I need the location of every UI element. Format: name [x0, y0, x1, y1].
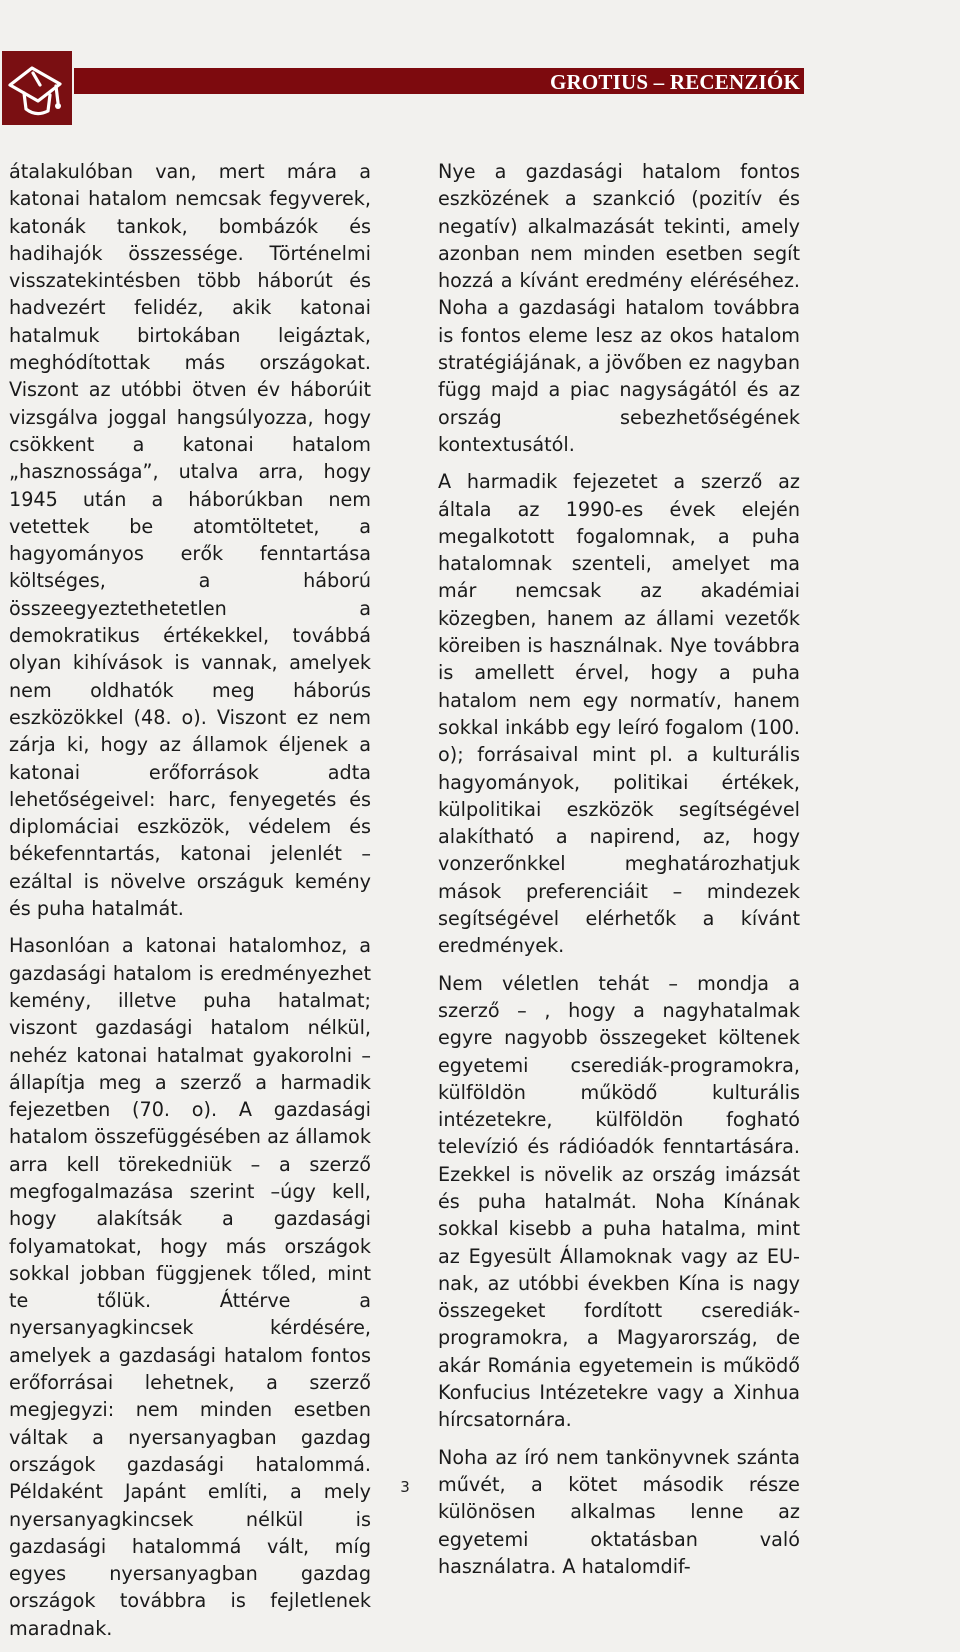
- journal-title: GROTIUS – RECENZIÓK: [549, 70, 800, 94]
- paragraph: Noha az író nem tankönyvnek szánta művét, a kötet második része különösen alkalmas lenne az egyetemi oktatásban való használatra. A hatalomdif-: [438, 1445, 800, 1578]
- journal-logo: [2, 51, 72, 125]
- paragraph: átalakulóban van, mert mára a katonai hatalom nemcsak fegyverek, katonák tankok, bombázók és hadihajók összessége. Történelmi visszatekintésben több háborút és hadvezért felidéz, akik katonai hatalmuk birtokában leigáztak, meghódítottak más országokat. Viszont az utóbbi ötven év háborúit vizsgálva joggal hangsúlyozza, hogy csökkent a katonai hatalom „hasznossága”, utalva arra, hogy 1945 után a háborúkban nem vetettek be atomtöltetet, a hagyományos erők fenntartása költséges, a háború összeegyeztethetetlen a demokratikus értékekkel, továbbá olyan kihívások is vannak, amelyek nem oldhatók meg háborús eszközökkel (48. o). Viszont ez nem zárja ki, hogy az államok éljenek a katonai erőforrások adta lehetőségeivel: harc, fenyegetés és diplomáciai eszközök, védelem és békefenntartás, katonai jelenlét – ezáltal is növelve országuk kemény és puha hatalmát.: [9, 160, 371, 921]
- header-bar: [74, 68, 804, 94]
- paragraph: Nye a gazdasági hatalom fontos eszközének a szankció (pozitív és negatív) alkalmazását tekinti, amely azonban nem minden esetben segít hozzá a kívánt eredmény eléréséhez. Noha a gazdasági hatalom továbbra is fontos eleme lesz az okos hatalom stratégiájának, a jövőben ez nagyban függ majd a piac nagyságától és az ország sebezhetőségének kontextusától.: [438, 160, 800, 456]
- page-number: 3: [400, 1478, 410, 1496]
- paragraph: Nem véletlen tehát – mondja a szerző – , hogy a nagyhatalmak egyre nagyobb összegeket költenek egyetemi cserediák-programokra, külföldön működő kulturális intézetekre, külföldön fogható televízió és rádióadók fenntartására. Ezekkel is növelik az ország imázsát és puha hatalmát. Noha Kínának sokkal kisebb a puha hatalma, mint az Egyesült Államoknak vagy az EU-nak, az utóbbi években Kína is nagy összegeket fordított cserediák-programokra, a Magyarország, de akár Románia egyetemein is működő Konfucius Intézetekre vagy a Xinhua hírcsatornára.: [438, 971, 800, 1432]
- left-column: [9, 158, 371, 1652]
- right-column: [438, 158, 800, 1590]
- mortarboard-icon: [2, 51, 72, 125]
- paragraph: A harmadik fejezetet a szerző az általa az 1990-es évek elején megalkotott fogalomnak, a puha hatalomnak szenteli, amelyet ma már nemcsak az akadémiai közegben, hanem az állami vezetők köreiben is használnak. Nye továbbra is amellett érvel, hogy a puha hatalom nem egy normatív, hanem sokkal inkább egy leíró fogalom (100. o); forrásaival mint pl. a kulturális hagyományok, politikai értékek, külpolitikai eszközök segítségével alakítható a napirend, az, hogy vonzerőnkkel meghatározhatjuk mások preferenciáit – mindezek segítségével elérhetők a kívánt eredmények.: [438, 470, 800, 958]
- paragraph: Hasonlóan a katonai hatalomhoz, a gazdasági hatalom is eredményezhet kemény, illetve puha hatalmat; viszont gazdasági hatalom nélkül, nehéz katonai hatalmat gyakorolni – állapítja meg a szerző a harmadik fejezetben (70. o). A gazdasági hatalom összefüggésében az államok arra kell törekedniük – a szerző megfogalmazása szerint –úgy kell, hogy alakítsák a gazdasági folyamatokat, hogy más országok sokkal jobban függjenek tőled, mint te tőlük. Áttérve a nyersanyagkincsek kérdésére, amelyek a gazdasági hatalom fontos erőforrásai lehetnek, a szerző megjegyzi: nem minden esetben váltak a nyersanyagban gazdag országok gazdasági hatalommá. Példaként Japánt említi, a mely nyersanyagkincsek nélkül is gazdasági hatalommá vált, míg egyes nyersanyagban gazdag országok továbbra is fejletlenek maradnak.: [9, 934, 371, 1640]
